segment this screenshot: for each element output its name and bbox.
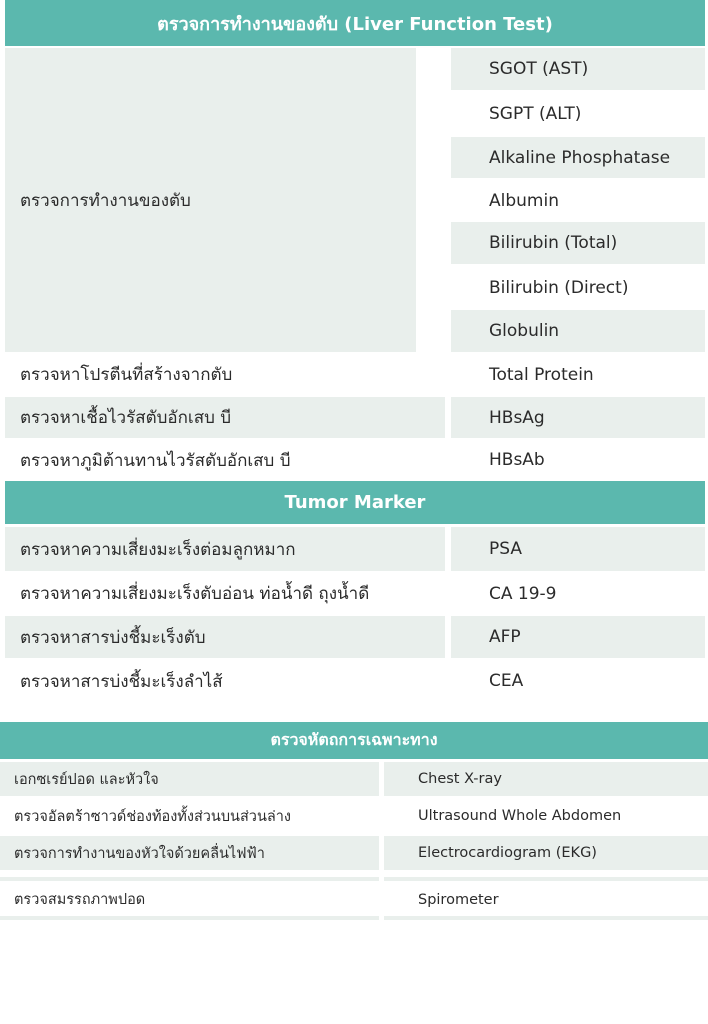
liver-function-group-label: ตรวจการทำงานของตับ xyxy=(5,48,416,352)
row-label-ca199: ตรวจหาความเสี่ยงมะเร็งตับอ่อน ท่อน้ำดี ถุงน้ำดี xyxy=(20,584,370,604)
row-label-chest-xray: เอกซเรย์ปอด และหัวใจ xyxy=(0,762,379,796)
test-albumin: Albumin xyxy=(489,191,559,211)
row-test-hbsag: HBsAg xyxy=(451,397,705,438)
test-sgot: SGOT (AST) xyxy=(451,48,705,90)
test-bilirubin-direct: Bilirubin (Direct) xyxy=(489,278,629,298)
row-test-ca199: CA 19-9 xyxy=(489,583,557,604)
row-label-ekg: ตรวจการทำงานของหัวใจด้วยคลื่นไฟฟ้า xyxy=(0,836,379,870)
row-test-chest-xray: Chest X-ray xyxy=(384,762,708,796)
liver-function-header: ตรวจการทำงานของตับ (Liver Function Test) xyxy=(5,0,705,46)
row-test-ekg: Electrocardiogram (EKG) xyxy=(384,836,708,870)
test-sgpt: SGPT (ALT) xyxy=(489,103,582,124)
row-test-spirometer: Spirometer xyxy=(418,891,499,908)
row-test-ultrasound: Ultrasound Whole Abdomen xyxy=(418,808,622,824)
row-test-psa: PSA xyxy=(451,527,705,571)
row-test-afp: AFP xyxy=(451,616,705,658)
row-label-total-protein: ตรวจหาโปรตีนที่สร้างจากตับ xyxy=(20,365,233,385)
test-bilirubin-total: Bilirubin (Total) xyxy=(451,222,705,264)
row-label-cea: ตรวจหาสารบ่งชี้มะเร็งลำไส้ xyxy=(20,671,223,692)
row-bottom-rule-left xyxy=(0,916,379,920)
special-procedures-header: ตรวจหัตถการเฉพาะทาง xyxy=(0,722,708,759)
row-bottom-rule-right xyxy=(384,916,708,920)
test-alkaline-phosphatase: Alkaline Phosphatase xyxy=(451,137,705,178)
row-label-psa: ตรวจหาความเสี่ยงมะเร็งต่อมลูกหมาก xyxy=(5,527,445,571)
row-label-ultrasound: ตรวจอัลตร้าซาวด์ช่องท้องทั้งส่วนบนส่วนล่าง xyxy=(14,808,291,825)
row-divider-right xyxy=(384,877,708,881)
tumor-marker-header: Tumor Marker xyxy=(5,481,705,524)
row-label-spirometer: ตรวจสมรรถภาพปอด xyxy=(14,892,146,908)
row-label-afp: ตรวจหาสารบ่งชี้มะเร็งตับ xyxy=(5,616,445,658)
row-divider-left xyxy=(0,877,379,881)
row-test-hbsab: HBsAb xyxy=(489,450,545,470)
row-label-hbsag: ตรวจหาเชื้อไวรัสตับอักเสบ บี xyxy=(5,397,445,438)
row-test-total-protein: Total Protein xyxy=(489,364,594,385)
row-label-hbsab: ตรวจหาภูมิต้านทานไวรัสตับอักเสบ บี xyxy=(20,450,291,471)
test-globulin: Globulin xyxy=(451,310,705,352)
row-test-cea: CEA xyxy=(489,671,524,691)
